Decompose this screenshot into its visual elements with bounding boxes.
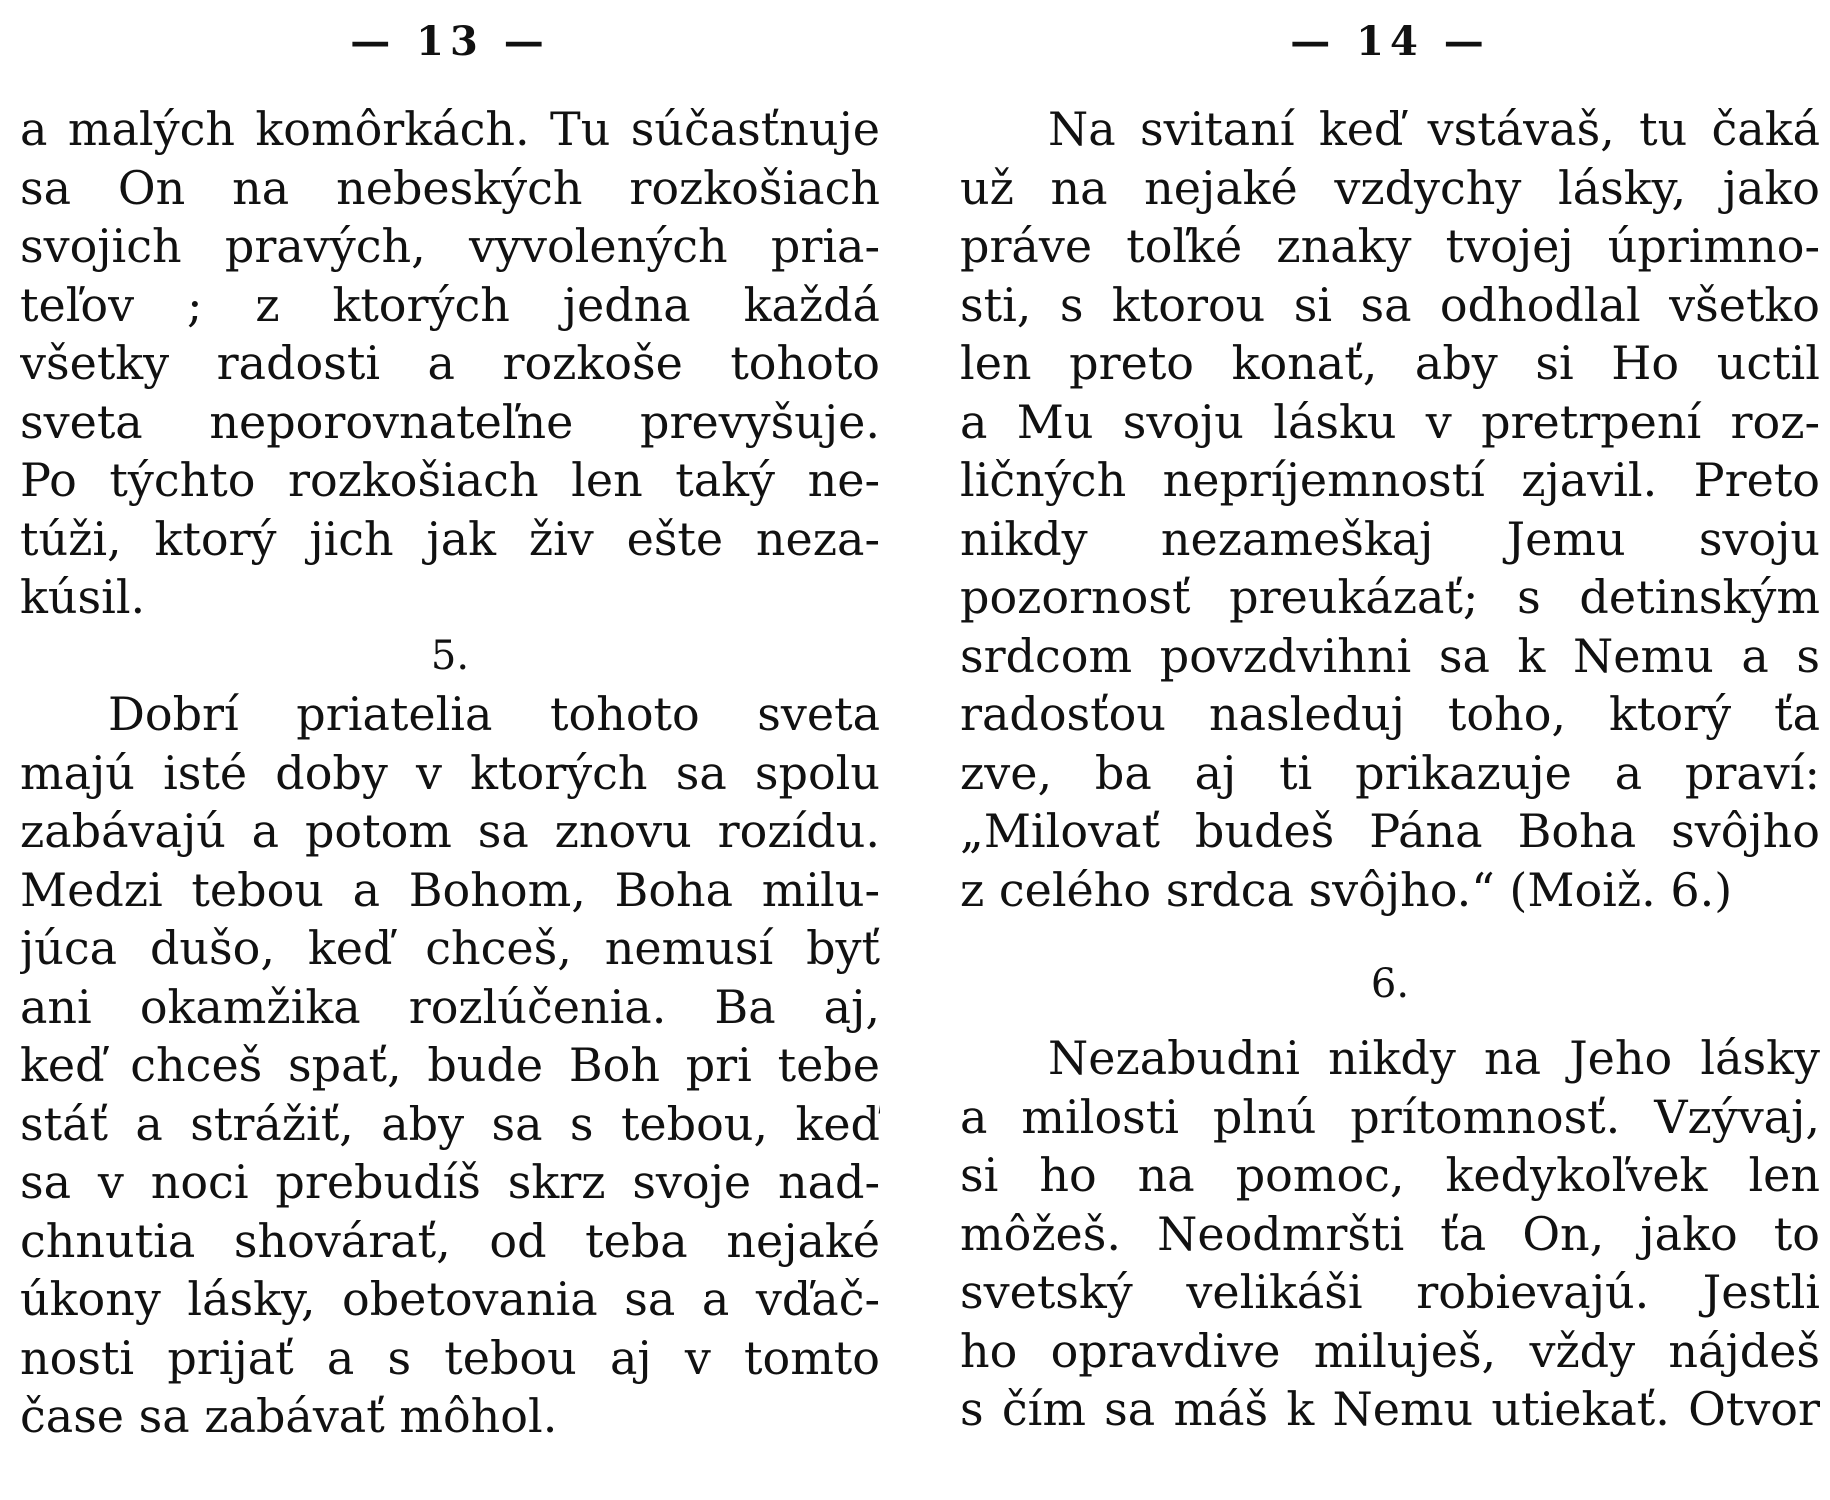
section-number-5: 5.: [430, 632, 470, 679]
right-page-text: [960, 100, 1820, 1439]
text-line: už na nejaké vzdychy lásky, jako: [960, 160, 1820, 215]
text-line: si ho na pomoc, kedykoľvek len: [960, 1148, 1820, 1202]
text-line: svojich pravých, vyvolených pria-: [20, 219, 880, 273]
text-line: srdcom povzdvihni sa k Nemu a s: [960, 628, 1820, 683]
text-line: majú isté doby v ktorých sa spolu: [20, 745, 880, 800]
text-line: sveta neporovnateľne prevyšuje.: [20, 394, 880, 449]
text-line: môžeš. Neodmršti ťa On, jako to: [960, 1206, 1820, 1261]
text-line: teľov ; z ktorých jedna každá: [20, 277, 880, 332]
text-line: Dobrí priatelia tohoto sveta: [108, 687, 880, 741]
text-line: stáť a strážiť, aby sa s tebou, keď: [20, 1096, 880, 1151]
left-page: [20, 0, 880, 1500]
text-line: kúsil.: [20, 570, 146, 624]
text-line: len preto konať, aby si Ho uctil: [960, 336, 1820, 390]
text-line: a Mu svoju lásku v pretrpení roz-: [960, 394, 1820, 449]
text-line: zabávajú a potom sa znovu rozídu.: [20, 804, 880, 858]
text-line: a milosti plnú prítomnosť. Vzývaj,: [960, 1089, 1820, 1144]
text-line: zve, ba aj ti prikazuje a praví:: [960, 745, 1820, 800]
text-line: Po týchto rozkošiach len taký ne-: [20, 453, 880, 507]
text-line: s čím sa máš k Nemu utiekať. Otvor: [960, 1382, 1820, 1436]
text-line: ani okamžika rozlúčenia. Ba aj,: [20, 979, 880, 1034]
text-line: práve toľké znaky tvojej úprimno-: [960, 219, 1820, 273]
text-line: „Milovať budeš Pána Boha svôjho: [960, 804, 1820, 858]
text-line: túži, ktorý jich jak živ ešte neza-: [20, 511, 880, 566]
page-number-13: — 13 —: [350, 18, 550, 65]
text-line: júca dušo, keď chceš, nemusí byť: [20, 921, 880, 975]
text-line: z celého srdca svôjho.“ (Moiž. 6.): [960, 862, 1733, 917]
section-number-6: 6.: [1370, 961, 1410, 1007]
left-page-text: [20, 100, 880, 1446]
text-line: ho opravdive miluješ, vždy nájdeš: [960, 1323, 1820, 1378]
text-line: sti, s ktorou si sa odhodlal všetko: [960, 277, 1820, 332]
text-line: radosťou nasleduj toho, ktorý ťa: [960, 687, 1820, 741]
text-line: chnutia shovárať, od teba nejaké: [20, 1213, 880, 1268]
text-line: pozornosť preukázať; s detinským: [960, 570, 1820, 624]
right-page: [960, 0, 1820, 1500]
text-line: nosti prijať a s tebou aj v tomto: [20, 1330, 880, 1385]
text-line: čase sa zabávať môhol.: [20, 1389, 558, 1443]
text-line: a malých komôrkách. Tu súčasťnuje: [20, 102, 880, 156]
text-line: sa v noci prebudíš skrz svoje nad-: [20, 1155, 880, 1209]
text-line: Medzi tebou a Bohom, Boha milu-: [20, 862, 880, 917]
text-line: sa On na nebeských rozkošiach: [20, 160, 880, 215]
text-line: všetky radosti a rozkoše tohoto: [20, 336, 880, 390]
text-line: Na svitaní keď vstávaš, tu čaká: [1048, 102, 1820, 156]
text-line: nikdy nezameškaj Jemu svoju: [960, 511, 1820, 566]
text-line: Nezabudni nikdy na Jeho lásky: [1048, 1031, 1820, 1085]
page-number-14: — 14 —: [1290, 18, 1490, 65]
text-line: úkony lásky, obetovania sa a vďač-: [20, 1272, 880, 1326]
text-line: keď chceš spať, bude Boh pri tebe: [20, 1038, 880, 1092]
text-line: ličných nepríjemností zjavil. Preto: [960, 453, 1820, 507]
text-line: svetský velikáši robievajú. Jestli: [960, 1265, 1820, 1319]
